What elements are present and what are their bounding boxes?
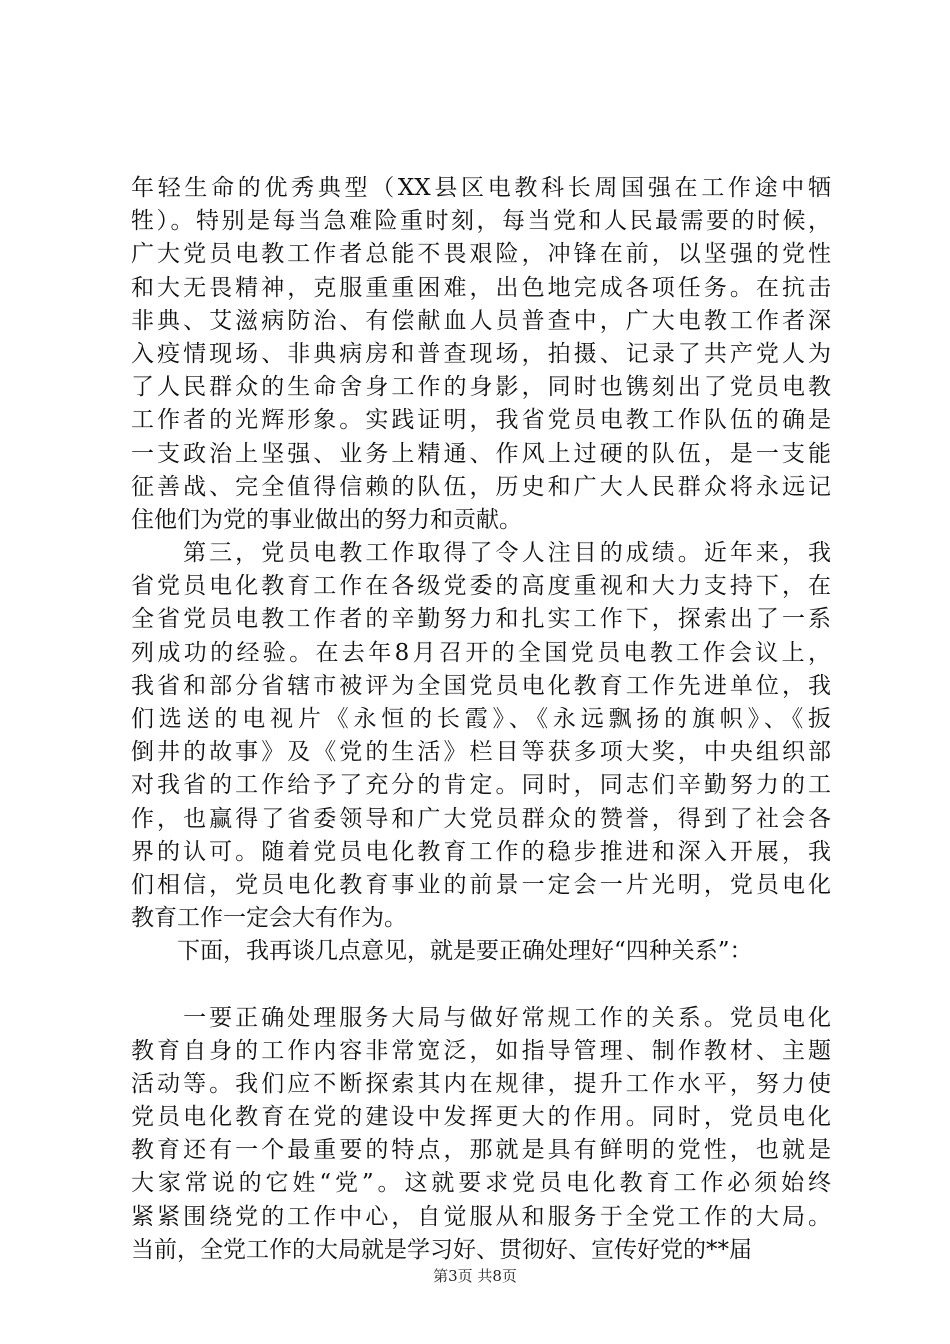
text-line: 下面，我再谈几点意见，就是要正确处理好“四种关系”： xyxy=(131,938,753,965)
text-line: 当前，全党工作的大局就是学习好、贯彻好、宣传好党的**届 xyxy=(131,1236,752,1263)
text-line: 我省和部分省辖市被评为全国党员电化教育工作先进单位，我 xyxy=(131,672,831,699)
text-line: 一要正确处理服务大局与做好常规工作的关系。党员电化 xyxy=(131,1004,831,1031)
text-line: 作，也赢得了省委领导和广大党员群众的赞誉，得到了社会各 xyxy=(131,805,831,832)
text-line: 一支政治上坚强、业务上精通、作风上过硬的队伍，是一支能 xyxy=(131,440,831,467)
text-line: 广大党员电教工作者总能不畏艰险，冲锋在前，以坚强的党性 xyxy=(131,241,831,268)
text-line: 大家常说的它姓“党”。这就要求党员电化教育工作必须始终 xyxy=(131,1170,831,1197)
text-line: 入疫情现场、非典病房和普查现场，拍摄、记录了共产党人为 xyxy=(131,340,831,367)
text-line: 教育还有一个最重要的特点，那就是具有鲜明的党性，也就是 xyxy=(131,1137,831,1164)
text-line: 们相信，党员电化教育事业的前景一定会一片光明，党员电化 xyxy=(131,871,831,898)
text-line: 第三，党员电教工作取得了令人注目的成绩。近年来，我 xyxy=(131,540,831,567)
text-line: 非典、艾滋病防治、有偿献血人员普查中，广大电教工作者深 xyxy=(131,307,831,334)
text-line: 征善战、完全值得信赖的队伍，历史和广大人民群众将永远记 xyxy=(131,473,831,500)
paragraph-gap xyxy=(131,969,831,1002)
text-line: 教育自身的工作内容非常宽泛，如指导管理、制作教材、主题 xyxy=(131,1037,831,1064)
text-line: 和大无畏精神，克服重重困难，出色地完成各项任务。在抗击 xyxy=(131,274,831,301)
text-line: 全省党员电教工作者的辛勤努力和扎实工作下，探索出了一系 xyxy=(131,606,831,633)
document-body xyxy=(131,172,831,1267)
text-line: 了人民群众的生命舍身工作的身影，同时也镌刻出了党员电教 xyxy=(131,374,831,401)
text-line: 党员电化教育在党的建设中发挥更大的作用。同时，党员电化 xyxy=(131,1104,831,1131)
page-number-footer: 第3页 共8页 xyxy=(433,1267,517,1285)
text-line: 省党员电化教育工作在各级党委的高度重视和大力支持下，在 xyxy=(131,573,831,600)
text-line: 牲）。特别是每当急难险重时刻，每当党和人民最需要的时候， xyxy=(131,208,831,235)
text-line: 列成功的经验。在去年8月召开的全国党员电教工作会议上， xyxy=(131,639,831,666)
text-line: 工作者的光辉形象。实践证明，我省党员电教工作队伍的确是 xyxy=(131,407,831,434)
paragraph-block-2 xyxy=(131,1002,831,1268)
paragraph-block-1 xyxy=(131,172,831,969)
text-line: 紧紧围绕党的工作中心，自觉服从和服务于全党工作的大局。 xyxy=(131,1203,831,1230)
text-line: 住他们为党的事业做出的努力和贡献。 xyxy=(131,506,522,533)
text-line: 们选送的电视片《永恒的长霞》、《永远飘扬的旗帜》、《扳 xyxy=(131,706,831,732)
text-line: 年轻生命的优秀典型（XX县区电教科长周国强在工作途中牺 xyxy=(131,175,831,201)
text-line: 对我省的工作给予了充分的肯定。同时，同志们辛勤努力的工 xyxy=(131,772,831,799)
text-line: 活动等。我们应不断探索其内在规律，提升工作水平，努力使 xyxy=(131,1070,831,1097)
text-line: 界的认可。随着党员电化教育工作的稳步推进和深入开展，我 xyxy=(131,838,831,865)
text-line: 倒井的故事》及《党的生活》栏目等获多项大奖，中央组织部 xyxy=(131,739,831,766)
text-line: 教育工作一定会大有作为。 xyxy=(131,905,407,932)
